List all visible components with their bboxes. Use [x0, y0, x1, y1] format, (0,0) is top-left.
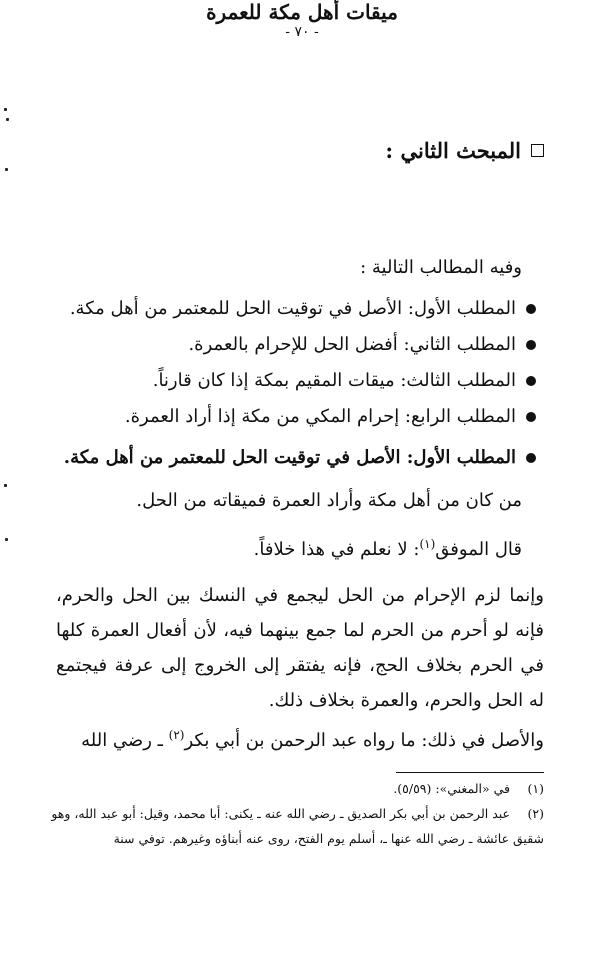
bullet-icon [526, 412, 536, 422]
paragraph-line: والأصل في ذلك: ما رواه عبد الرحمن بن أبي بكر$^{(٢)}$ ـ رضي الله [81, 728, 544, 751]
scan-speck [4, 484, 7, 487]
list-item: المطلب الثالث: ميقات المقيم بمكة إذا كان قارناً. [153, 370, 536, 391]
scan-speck [5, 168, 8, 171]
list-item: المطلب الثاني: أفضل الحل للإحرام بالعمرة. [188, 334, 536, 355]
scan-speck [6, 118, 9, 121]
footnote: (٢)عبد الرحمن بن أبي بكر الصديق ـ رضي الله عنه ـ يكنى: أبا محمد، وقيل: أبو عبد الله، وهو [51, 806, 544, 821]
square-bullet-icon [531, 144, 544, 157]
page-number: - ٧٠ - [285, 24, 319, 40]
scan-speck [4, 108, 7, 111]
quote-line: قال الموفق$^{(١)}$: لا نعلم في هذا خلافاً. [253, 537, 522, 560]
bullet-icon [526, 376, 536, 386]
body-paragraph: وإنما لزم الإحرام من الحل ليجمع في النسك بين الحل والحرم، فإنه لو أحرم من الحرم لما جمع بينهما فيه، لأن أفعال العمرة كلها في الحرم بخلاف الحج، فإنه يفتقر إلى الخروج إلى عرفة فيجتمع له الحل والحرم، والعمرة بخلاف ذلك. [56, 585, 544, 711]
bullet-icon [526, 340, 536, 350]
section-heading [385, 138, 544, 163]
scan-speck [5, 538, 8, 541]
list-item: المطلب الأول: الأصل في توقيت الحل للمعتمر من أهل مكة. [70, 298, 536, 319]
footnote-divider [396, 772, 544, 773]
footnote-ref: (١) [419, 537, 436, 551]
paragraph-line: من كان من أهل مكة وأراد العمرة فميقاته من الحل. [136, 490, 522, 511]
list-item: المطلب الرابع: إحرام المكي من مكة إذا أراد العمرة. [125, 406, 536, 427]
footnote-ref: (٢) [168, 728, 185, 742]
bullet-icon [526, 304, 536, 314]
subsection-heading: المطلب الأول: الأصل في توقيت الحل للمعتمر من أهل مكة. [64, 447, 536, 468]
footnote-continuation: شقيق عائشة ـ رضي الله عنها ـ، أسلم يوم الفتح، روى عنه أبناؤه وغيرهم. توفي سنة [113, 831, 544, 846]
intro-text: وفيه المطالب التالية : [360, 257, 522, 278]
section-heading-text: المبحث الثاني : [385, 138, 521, 163]
page-title: ميقات أهل مكة للعمرة [206, 0, 398, 24]
footnote: (١)في «المغني»: (٥/٥٩). [393, 781, 544, 796]
bullet-icon [526, 453, 536, 463]
